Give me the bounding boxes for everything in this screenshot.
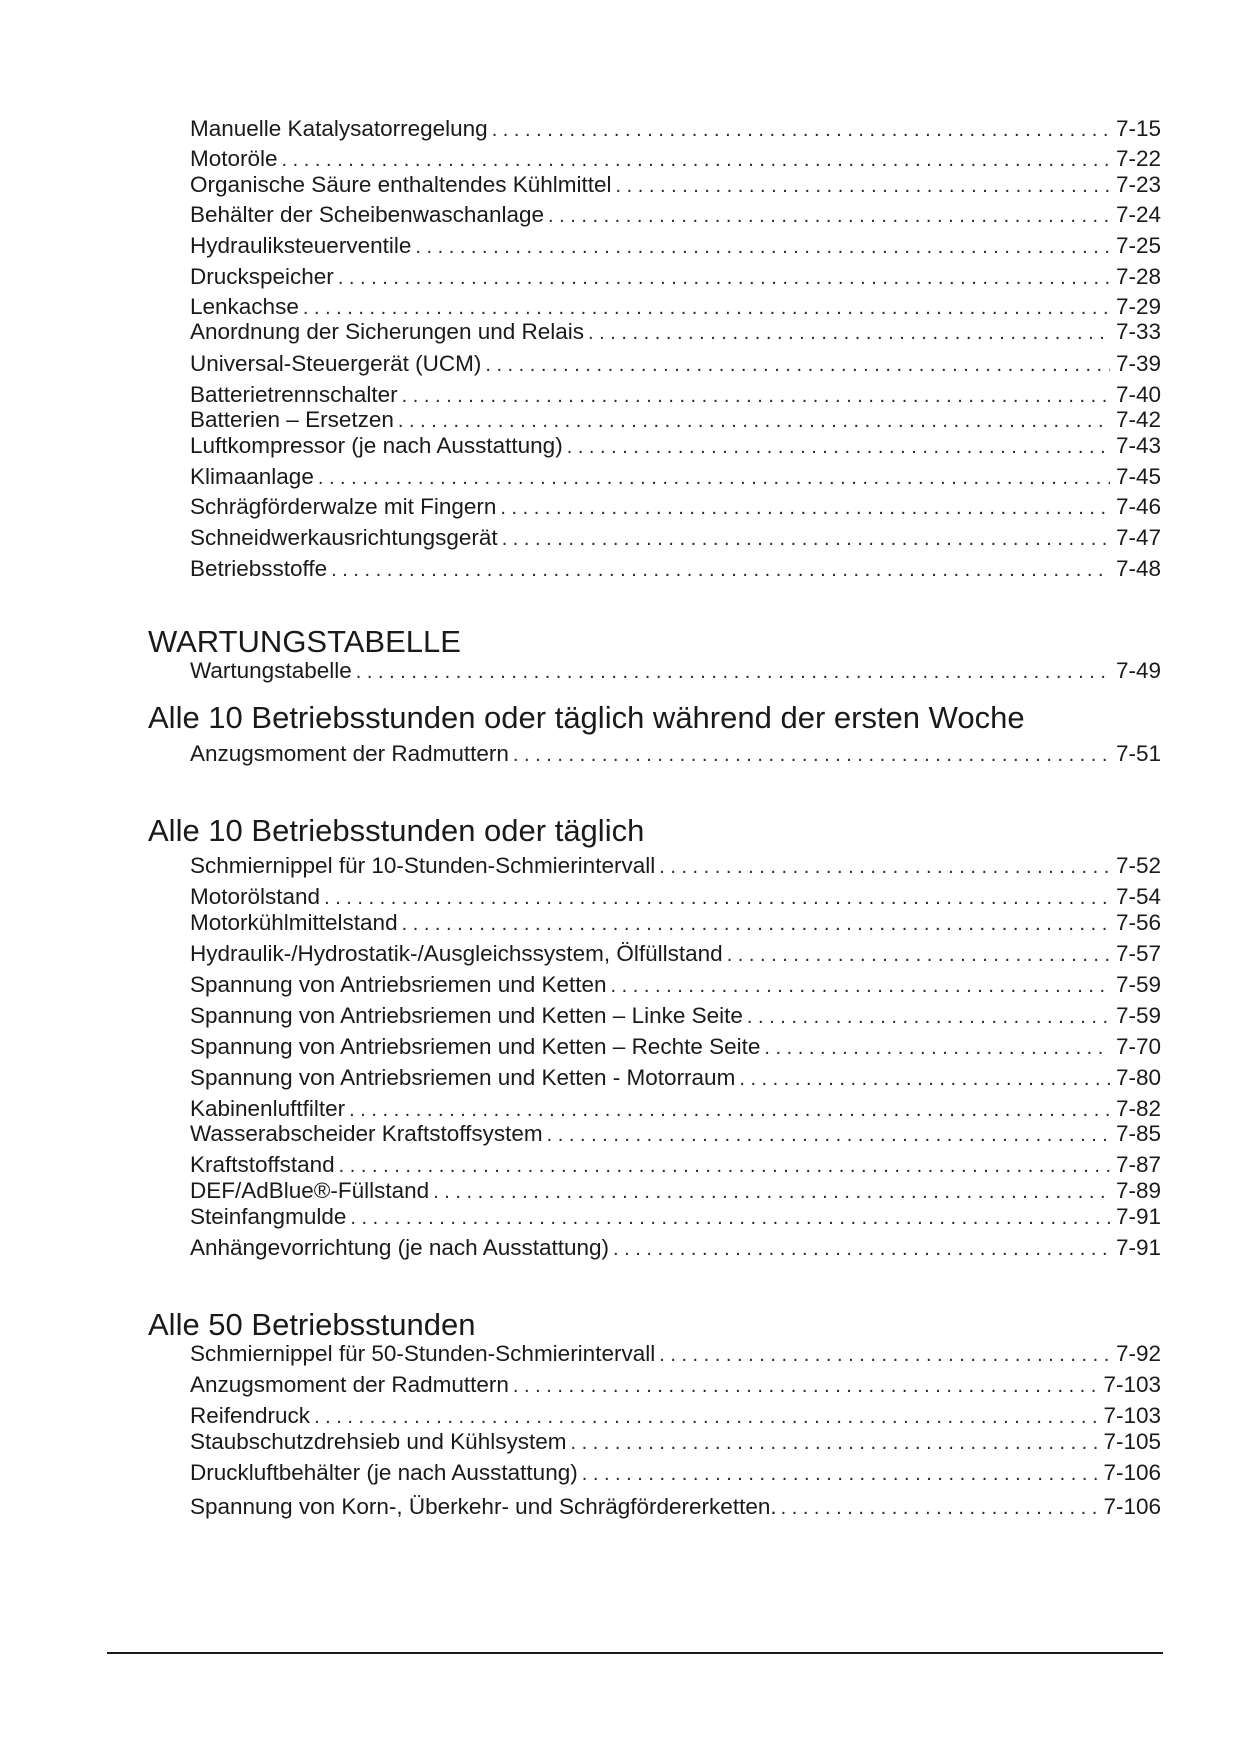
dot-leader (659, 1341, 1110, 1369)
toc-entry-page: 7-23 (1115, 172, 1161, 197)
dot-leader (339, 1152, 1110, 1180)
toc-entry[interactable] (190, 1120, 1161, 1148)
toc-entry-title: Lenkachse (190, 294, 299, 319)
dot-leader (567, 433, 1110, 461)
toc-entry[interactable] (190, 381, 1161, 409)
dot-leader (747, 1003, 1110, 1031)
toc-entry[interactable] (190, 883, 1161, 911)
dot-leader (781, 1494, 1098, 1522)
toc-entry[interactable] (190, 293, 1161, 321)
toc-entry[interactable] (190, 1064, 1161, 1092)
toc-entry[interactable] (190, 1234, 1161, 1262)
toc-entry[interactable] (190, 524, 1161, 552)
toc-entry-title: Anordnung der Sicherungen und Relais (190, 319, 585, 344)
dot-leader (582, 1460, 1098, 1488)
toc-entry-title: Kraftstoffstand (190, 1152, 335, 1177)
dot-leader (398, 407, 1110, 435)
footer-rule (107, 1652, 1163, 1654)
toc-entry-title: Batterietrennschalter (190, 382, 398, 407)
toc-entry-title: Anzugsmoment der Radmuttern (190, 741, 509, 766)
toc-entry-page: 7-40 (1115, 382, 1161, 407)
toc-entry-title: Hydraulik-/Hydrostatik-/Ausgleichssystem, Ölfüllstand (190, 941, 723, 966)
dot-leader (350, 1204, 1110, 1232)
dot-leader (513, 1372, 1098, 1400)
toc-entry[interactable] (190, 232, 1161, 260)
toc-entry-page: 7-106 (1103, 1494, 1161, 1519)
toc-entry-page: 7-80 (1115, 1065, 1161, 1090)
toc-entry[interactable] (190, 852, 1161, 880)
toc-entry-title: Druckluftbehälter (je nach Ausstattung) (190, 1460, 578, 1485)
toc-entry[interactable] (190, 1371, 1161, 1399)
toc-entry-title: Wartungstabelle (190, 658, 352, 683)
toc-entry-title: Organische Säure enthaltendes Kühlmittel (190, 172, 612, 197)
toc-entry-title: Anhängevorrichtung (je nach Ausstattung) (190, 1235, 610, 1260)
toc-entry[interactable] (190, 350, 1161, 378)
toc-entry-title: Motoröle (190, 146, 278, 171)
toc-entry-title: Staubschutzdrehsieb und Kühlsystem (190, 1429, 567, 1454)
toc-entry-title: Schneidwerkausrichtungsgerät (190, 525, 498, 550)
toc-entry[interactable] (190, 555, 1161, 583)
toc-entry-page: 7-103 (1103, 1403, 1161, 1428)
toc-entry[interactable] (190, 145, 1161, 173)
toc-entry[interactable] (190, 940, 1161, 968)
toc-entry[interactable] (190, 115, 1161, 143)
toc-entry[interactable] (190, 1459, 1161, 1487)
toc-entry-page: 7-42 (1115, 407, 1161, 432)
toc-entry-page: 7-24 (1115, 202, 1161, 227)
toc-entry[interactable] (190, 1493, 1161, 1521)
toc-entry[interactable] (190, 1095, 1161, 1123)
dot-leader (500, 494, 1110, 522)
dot-leader (402, 910, 1110, 938)
toc-entry-page: 7-92 (1115, 1341, 1161, 1366)
dot-leader (570, 1429, 1097, 1457)
dot-leader (356, 658, 1110, 686)
toc-entry[interactable] (190, 1151, 1161, 1179)
toc-entry[interactable] (190, 909, 1161, 937)
toc-entry-page: 7-43 (1115, 433, 1161, 458)
toc-entry-page: 7-48 (1115, 556, 1161, 581)
dot-leader (611, 972, 1110, 1000)
toc-entry-page: 7-70 (1115, 1034, 1161, 1059)
toc-entry[interactable] (190, 657, 1161, 685)
dot-leader (548, 202, 1110, 230)
dot-leader (739, 1065, 1110, 1093)
toc-entry-title: DEF/AdBlue®-Füllstand (190, 1178, 430, 1203)
dot-leader (502, 525, 1110, 553)
toc-entry-page: 7-49 (1115, 658, 1161, 683)
toc-entry-page: 7-85 (1115, 1121, 1161, 1146)
toc-entry-title: Luftkompressor (je nach Ausstattung) (190, 433, 563, 458)
toc-entry-page: 7-59 (1115, 972, 1161, 997)
toc-entry-page: 7-91 (1115, 1235, 1161, 1260)
toc-entry-page: 7-33 (1115, 319, 1161, 344)
toc-entry-title: Spannung von Antriebsriemen und Ketten – Linke Seite (190, 1003, 743, 1028)
section-heading: WARTUNGSTABELLE (148, 624, 461, 659)
toc-entry[interactable] (190, 432, 1161, 460)
toc-entry-page: 7-22 (1115, 146, 1161, 171)
toc-entry-title: Wasserabscheider Kraftstoffsystem (190, 1121, 543, 1146)
dot-leader (282, 146, 1110, 174)
toc-entry-title: Betriebsstoffe (190, 556, 328, 581)
toc-entry-page: 7-54 (1115, 884, 1161, 909)
toc-entry-page: 7-106 (1103, 1460, 1161, 1485)
toc-entry-title: Schmiernippel für 10-Stunden-Schmierintervall (190, 853, 656, 878)
dot-leader (547, 1121, 1110, 1149)
toc-entry-title: Hydrauliksteuerventile (190, 233, 412, 258)
toc-entry-page: 7-89 (1115, 1178, 1161, 1203)
toc-entry-title: Spannung von Korn-, Überkehr- und Schrägfördererketten. (190, 1494, 777, 1519)
dot-leader (727, 941, 1110, 969)
toc-entry[interactable] (190, 463, 1161, 491)
toc-entry[interactable] (190, 318, 1161, 346)
toc-entry-title: Spannung von Antriebsriemen und Ketten – Rechte Seite (190, 1034, 761, 1059)
toc-entry[interactable] (190, 1002, 1161, 1030)
toc-entry-title: Reifendruck (190, 1403, 311, 1428)
toc-entry-page: 7-57 (1115, 941, 1161, 966)
toc-entry-title: Schrägförderwalze mit Fingern (190, 494, 497, 519)
toc-entry[interactable] (190, 263, 1161, 291)
toc-entry-page: 7-82 (1115, 1096, 1161, 1121)
section-heading: Alle 50 Betriebsstunden (148, 1307, 476, 1342)
dot-leader (415, 233, 1110, 261)
toc-entry-page: 7-51 (1115, 741, 1161, 766)
dot-leader (485, 351, 1110, 379)
toc-entry[interactable] (190, 1340, 1161, 1368)
toc-entry-page: 7-39 (1115, 351, 1161, 376)
toc-entry[interactable] (190, 171, 1161, 199)
toc-entry-page: 7-47 (1115, 525, 1161, 550)
dot-leader (331, 556, 1110, 584)
toc-entry-title: Spannung von Antriebsriemen und Ketten - Motorraum (190, 1065, 736, 1090)
toc-entry-page: 7-105 (1103, 1429, 1161, 1454)
toc-entry[interactable] (190, 1203, 1161, 1231)
toc-entry[interactable] (190, 1402, 1161, 1430)
toc-entry-page: 7-103 (1103, 1372, 1161, 1397)
toc-entry-title: Klimaanlage (190, 464, 314, 489)
toc-entry[interactable] (190, 740, 1161, 768)
toc-entry-title: Spannung von Antriebsriemen und Ketten (190, 972, 607, 997)
toc-entry[interactable] (190, 1033, 1161, 1061)
toc-entry-title: Manuelle Katalysatorregelung (190, 116, 488, 141)
section-heading: Alle 10 Betriebsstunden oder täglich (148, 813, 645, 848)
toc-entry[interactable] (190, 1428, 1161, 1456)
dot-leader (314, 1403, 1097, 1431)
dot-leader (492, 116, 1110, 144)
toc-entry-page: 7-52 (1115, 853, 1161, 878)
toc-entry-title: Schmiernippel für 50-Stunden-Schmierintervall (190, 1341, 656, 1366)
toc-entry-page: 7-59 (1115, 1003, 1161, 1028)
toc-entry-page: 7-87 (1115, 1152, 1161, 1177)
dot-leader (613, 1235, 1110, 1263)
toc-entry-title: Motorölstand (190, 884, 321, 909)
toc-entry[interactable] (190, 1177, 1161, 1205)
toc-entry[interactable] (190, 406, 1161, 434)
dot-leader (324, 884, 1110, 912)
toc-entry-page: 7-15 (1115, 116, 1161, 141)
section-heading: Alle 10 Betriebsstunden oder täglich während der ersten Woche (148, 700, 1025, 735)
toc-entry-title: Motorkühlmittelstand (190, 910, 398, 935)
toc-entry[interactable] (190, 493, 1161, 521)
toc-entry-page: 7-25 (1115, 233, 1161, 258)
toc-entry-page: 7-45 (1115, 464, 1161, 489)
toc-entry-title: Kabinenluftfilter (190, 1096, 346, 1121)
toc-entry-page: 7-56 (1115, 910, 1161, 935)
toc-entry-page: 7-91 (1115, 1204, 1161, 1229)
dot-leader (513, 741, 1110, 769)
toc-entry-title: Steinfangmulde (190, 1204, 347, 1229)
toc-entry-title: Behälter der Scheibenwaschanlage (190, 202, 544, 227)
dot-leader (616, 172, 1110, 200)
toc-entry[interactable] (190, 971, 1161, 999)
dot-leader (764, 1034, 1110, 1062)
dot-leader (338, 264, 1110, 292)
dot-leader (588, 319, 1110, 347)
toc-entry-title: Batterien – Ersetzen (190, 407, 394, 432)
toc-entry-page: 7-46 (1115, 494, 1161, 519)
dot-leader (433, 1178, 1110, 1206)
toc-entry-title: Druckspeicher (190, 264, 334, 289)
toc-entry-title: Universal-Steuergerät (UCM) (190, 351, 482, 376)
toc-entry[interactable] (190, 201, 1161, 229)
toc-entry-title: Anzugsmoment der Radmuttern (190, 1372, 509, 1397)
dot-leader (659, 853, 1110, 881)
toc-entry-page: 7-28 (1115, 264, 1161, 289)
toc-entry-page: 7-29 (1115, 294, 1161, 319)
dot-leader (318, 464, 1110, 492)
